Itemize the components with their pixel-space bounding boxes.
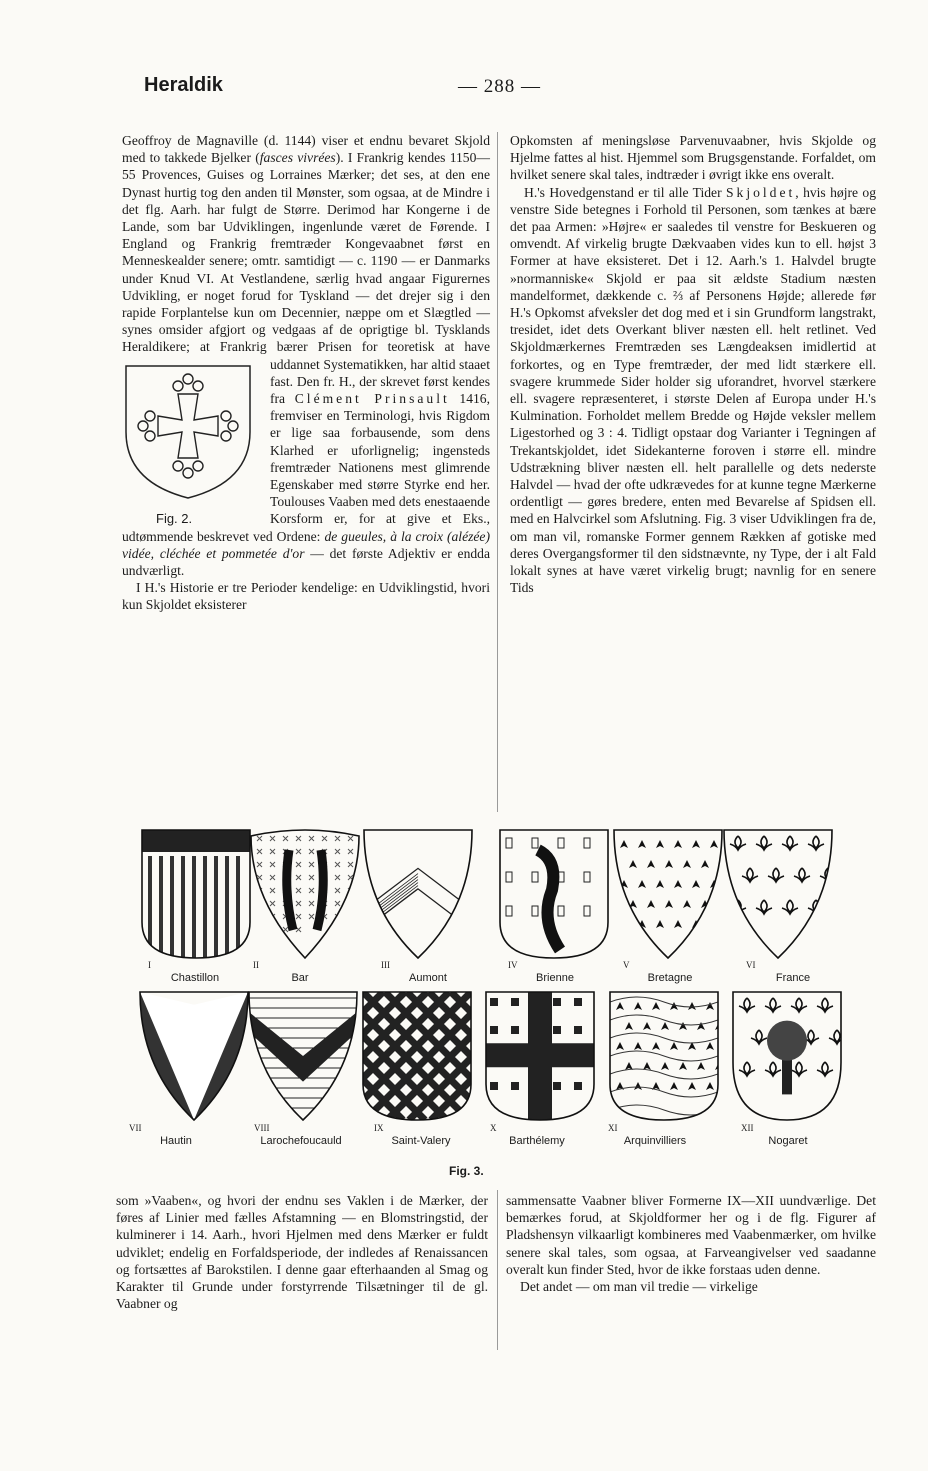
shield-number-vi: VI [746, 960, 756, 970]
toulouse-cross-shield-icon [122, 362, 254, 502]
shield-label-nogaret: Nogaret [768, 1135, 808, 1147]
shield-label-barthélemy: Barthélemy [509, 1135, 565, 1147]
shield-label-hautin: Hautin [160, 1135, 192, 1147]
left-paragraph-1-tail: 1416, fremviser en Terminologi, hvis Rigdom er lige saa forbausende, som dens Klarhed er uforlignelig; ingensteds fremtræder Nationens mest glimrende Egenskaber med større Styrke end her. Toulouses Vaaben med dets enestaaende Korsform er, for at give et Eks., udtømmende beskrevet ved Ordene: [122, 391, 490, 544]
author-name-spaced: Clément Prinsault [294, 391, 450, 407]
figure-3-caption: Fig. 3. [449, 1164, 484, 1178]
shield-number-iii: III [381, 960, 390, 970]
shield-nogaret [733, 992, 845, 1120]
shield-number-viii: VIII [254, 1123, 270, 1133]
shield-larochefoucauld [249, 992, 357, 1120]
shield-label-aumont: Aumont [409, 972, 447, 984]
shield-number-ix: IX [374, 1123, 384, 1133]
bottom-right-text [506, 1192, 876, 1295]
right-paragraph-2: H.'s Hovedgenstand er til alle Tider Skjoldet, hvis højre og venstre Side betegnes i Forhold til Personen, som tænkes at bære det paa Armen: »Højre« er saaledes til venstre for Beskueren og omvendt. Af virkelig brugte Dækvaaben vides kun to ell. højst 3 Former at have eksisteret. Det i 12. Aarh.'s 1. Halvdel brugte »normanniske« Skjold er paa sit ældste Stadium næsten mandelformet, dækkende c. ⅔ af Personens Højde; allerede før H.'s Opkomst afveksler det dog med et i sin Grundform langstrakt, tresidet, idet dets Overkant bliver næsten ell. helt retlinet. Ved Skjoldmærkernes Fremtræden ses Længdeaksen imidlertid at forkortes, og en Type fremtræder, der med lidt stærkere ell. svagere krummede Sider holder sig uforandret, hvorvel stærkere ell. svagere repræsenteret, i største Delen af Europa under H.'s Kulmination. Forholdet mellem Bredde og Højde veksler mellem Ligestorhed og 3 : 4. Tidligt opstaar dog Varianter i Tegningen af Trekantskjoldet, idet Sidekanterne foroven i større ell. mindre Udstrækning bliver næsten ell. helt parallelle og dets nederste Halvdel — hvad der ofte udkrævedes for at kunne tegne Mærkerne ordentligt — gøres bredere, enten med Bevarelse af Spidsen ell. med en Halvcirkel som Afslutning. Fig. 3 viser Udviklingen fra de, om man vil, romanske Former gennem Rækken af gotiske med deres Overgangsformer til den sidstnævnte, ny Type, der i alt Fald lokalt synes at have været virkelig brugt; navnlig for en senere Tids [510, 184, 876, 596]
shield-hautin [140, 992, 248, 1120]
bottom-right-paragraph-2: Det andet — om man vil tredie — virkelige [520, 1279, 758, 1295]
left-paragraph-1-end: — det første Adjektiv er endda undværligt. [122, 545, 490, 579]
left-paragraph-1-text: ). I Frankrig kendes 1150—55 Provences, Guises og Lorraines Mærker; det ses, at den ene Dynast hurtig tog den anden til Mønster, som ogsaa, at de Mindre i det flg. Aarh. har fulgt de Større. Derimod har Kongerne i de Lande, som bar Udviklingen, ingenlunde været de Førende. I England og Frankrig fremtræder Kongevaabnet først en Menneskealder senere; omtr. samtidigt — c. 1190 — er Danmarks under Knud VI. At Vestlandene, særlig hvad angaar Figurernes Udvikling, er noget forud for Tyskland — det drejer sig i den rapide Forplantelse kun om Decennier, næppe om et Slægtled — synes omsider afgjort og vedgaas af de oprigtige bl. Tysklands Heraldikere; at Frankrig bærer Prisen for teoretisk at have uddannet Systematikken, [122, 150, 490, 372]
shield-number-xi: XI [608, 1123, 618, 1133]
shield-number-vii: VII [129, 1123, 142, 1133]
shield-number-i: I [148, 960, 151, 970]
shield-label-larochefoucauld: Larochefoucauld [260, 1135, 342, 1147]
figure-2 [122, 362, 262, 524]
shield-label-arquinvilliers: Arquinvilliers [623, 1135, 687, 1147]
page-number: — 288 — [458, 76, 541, 97]
shield-label-bar: Bar [291, 972, 309, 984]
bottom-left-paragraph: som »Vaaben«, og hvori der endnu ses Vaklen i de Mærker, der føres af Linier med fælles Afstamning — en Blomstringstid, der kulminerer i 14. Aarh., hvori Hjelmen med dens Mærker er fuldt udviklet; endelig en Forfaldsperiode, der indledes af Renaissancen og fortsættes af Barokstilen. I denne gaar efterhaanden al Smag og Karakter til Grunde under forstyrrende Tilsætninger til de gl. Vaabner og [116, 1193, 488, 1312]
left-paragraph-2: I H.'s Historie er tre Perioder kendelige: en Udviklingstid, hvori kun Skjoldet eksisterer [122, 580, 490, 613]
blazon-italic: de gueules, à la croix (alézée) vidée, cléchée et pommetée d'or [122, 528, 490, 561]
shield-aumont [364, 830, 472, 958]
shield-number-x: X [490, 1123, 497, 1133]
shield-number-ii: II [253, 960, 259, 970]
shield-bar [251, 830, 359, 958]
shield-label-brienne: Brienne [536, 972, 574, 984]
column-divider [497, 132, 498, 812]
bottom-right-paragraph-1: sammensatte Vaabner bliver Formerne IX—XII uundværlige. Det bemærkes forud, at Skjoldformer her og i de flg. Figurer af Pladshensyn vilkaarligt kombineres med Vaabenmærker, om hvilke senere skal tales, som ogsaa, at Farveangivelser ved saadanne overalt kun finder Sted, hvor de ikke forstaas uden denne. [506, 1193, 876, 1277]
bottom-left-text [116, 1192, 488, 1312]
right-column [510, 132, 876, 596]
shield-arquinvilliers [610, 992, 723, 1120]
shield-label-chastillon: Chastillon [170, 972, 220, 984]
shield-number-v: V [623, 960, 630, 970]
left-column [122, 132, 490, 614]
shield-number-xii: XII [741, 1123, 754, 1133]
shield-label-france: France [775, 972, 811, 984]
running-header-title: Heraldik [144, 74, 223, 96]
figure-2-caption: Fig. 2. [156, 510, 193, 526]
left-paragraph-1: Geoffroy de Magnaville (d. 1144) viser et endnu bevaret Skjold med to takkede Bjelker (fasces vivrées). I Frankrig kendes 1150—55 Provences, Guises og Lorraines Mærker; det ses, at den ene Dynast hurtig tog den anden til Mønster, som ogsaa, at de Mindre i det flg. Aarh. har fulgt de Større. Derimod har Kongerne i de Lande, som bar Udviklingen, ingenlunde været de Førende. I England og Frankrig fremtræder Kongevaabnet først en Menneskealder senere; omtr. samtidigt — c. 1190 — er Danmarks under Knud VI. At Vestlandene, særlig hvad angaar Figurernes Udvikling, er noget forud for Tyskland — det drejer sig i den rapide Forplantelse kun om Decennier, næppe om et Slægtled — synes omsider afgjort og vedgaas af de oprigtige bl. Tysklands Heraldikere; at Frankrig bærer Prisen for teoretisk at have uddannet Systematikken, Fig. 2. har altid staaet fast. Den fr. H., der skrevet først kendes fra Clément Prinsault 1416, fremviser en Terminologi, hvis Rigdom er lige saa forbausende, som dens Klarhed er uforlignelig; ingensteds fremtræder Nationens mest glimrende Egenskaber med større Styrke end her. Toulouses Vaaben med dets enestaaende Korsform er, for at give et Eks., udtømmende beskrevet ved Ordene: de gueules, à la croix (alézée) vidée, cléchée et pommetée d'or — det første Adjektiv er endda undværligt. [122, 133, 490, 579]
shield-france [724, 830, 836, 958]
shield-bretagne [614, 830, 727, 958]
shield-chastillon [142, 830, 250, 958]
shield-barthélemy [486, 992, 594, 1156]
figure-3-shields [0, 826, 928, 1156]
shield-brienne [500, 830, 608, 958]
right-paragraph-1: Opkomsten af meningsløse Parvenuvaabner, hvis Skjolde og Hjelme fattes al hist. Hjemmel som Brugsgenstande. Forfaldet, om hvilket senere skal tales, indtræder i øvrigt ikke ens overalt. [510, 133, 876, 183]
left-paragraph-1-text-cont: har altid staaet fast. Den fr. H., der skrevet først kendes fra [270, 356, 490, 407]
shield-label-bretagne: Bretagne [647, 972, 693, 984]
column-divider-bottom [497, 1190, 498, 1350]
shield-number-iv: IV [508, 960, 518, 970]
shield-label-saint-valery: Saint-Valery [391, 1135, 451, 1147]
